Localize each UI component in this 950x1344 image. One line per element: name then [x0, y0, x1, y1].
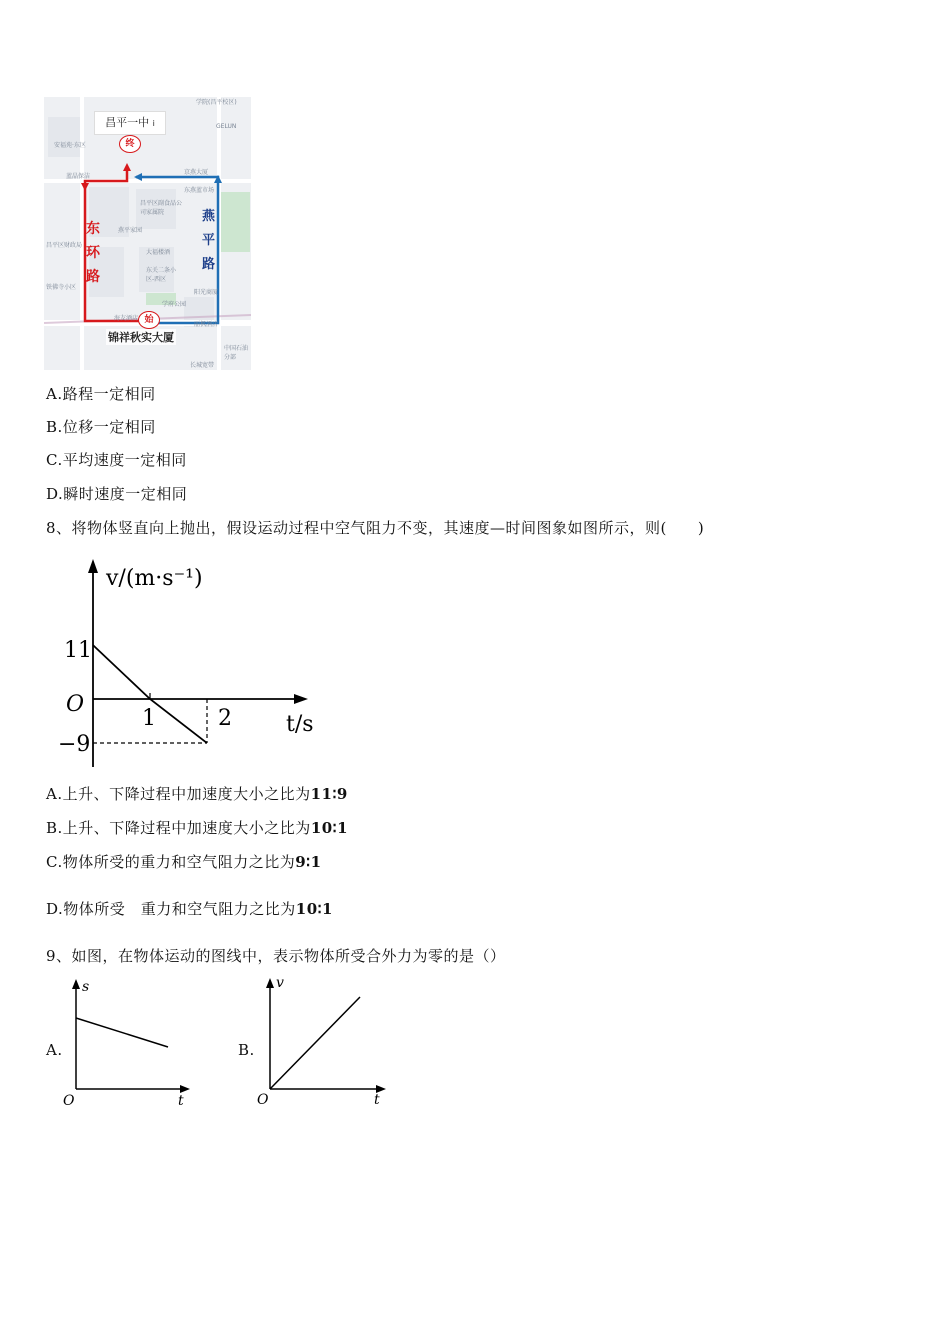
q7-option-d[interactable]: D.瞬时速度一定相同 [46, 485, 188, 503]
poi-label: 京燕大厦 [184, 169, 209, 176]
poi-label: 东关二条小区-西区 [146, 267, 177, 283]
y-axis-arrow [88, 559, 98, 573]
y-tick-11: 11 [64, 638, 92, 663]
q8-option-b[interactable]: B.上升、下降过程中加速度大小之比为10∶1 [46, 819, 349, 837]
y-axis-label: v [276, 975, 284, 991]
poi-label: 海友酒店 [114, 315, 139, 322]
q8-option-d[interactable]: D.物体所受 重力和空气阻力之比为10∶1 [46, 900, 333, 918]
y-axis-label: s [82, 979, 90, 995]
x-axis-arrow [294, 694, 308, 704]
poi-label: 蓝晶保洁 [66, 173, 91, 180]
x-axis-label: t [178, 1093, 184, 1109]
poi-label: GELUN [216, 123, 237, 130]
q8-velocity-time-graph [40, 555, 330, 775]
x-axis-label: t/s [286, 712, 314, 737]
poi-label: 东燕蓝市场 [184, 187, 215, 194]
s-t-line [76, 1018, 168, 1047]
q9-graph-b[interactable] [254, 970, 389, 1110]
origin-label: O [63, 1093, 75, 1109]
q9-graph-a[interactable] [60, 975, 195, 1110]
poi-label: 安福苑·东区 [54, 142, 86, 149]
y-tick-neg9: −9 [58, 732, 91, 757]
q8-stem: 8、将物体竖直向上抛出，假设运动过程中空气阻力不变，其速度—时间图象如图所示，则( ) [46, 519, 705, 537]
poi-label: 昌平区财政局 [46, 242, 83, 249]
q8-option-c[interactable]: C.物体所受的重力和空气阻力之比为9∶1 [46, 853, 322, 871]
y-axis-arrow [72, 979, 80, 989]
poi-label: 学院(昌平校区) [196, 99, 237, 106]
x-tick-1: 1 [142, 706, 156, 731]
route-map [44, 97, 251, 370]
poi-label: 燕平家园 [118, 227, 143, 234]
q7-option-c[interactable]: C.平均速度一定相同 [46, 451, 187, 469]
right-road-label: 燕 平 路 [202, 209, 216, 272]
poi-label: 阳光商厦 [194, 289, 219, 296]
start-pin: 始 [138, 311, 160, 329]
x-axis-arrow [180, 1085, 190, 1093]
q9-stem: 9、如图，在物体运动的图线中，表示物体所受合外力为零的是（） [46, 947, 506, 965]
poi-label: 昌平区副食品公司家属院 [140, 200, 183, 216]
y-axis-label: v/(m·s⁻¹) [106, 566, 203, 591]
left-road-label: 东 环 路 [86, 221, 100, 285]
poi-label: 大福楼酒 [146, 249, 171, 256]
poi-label: 长城宽带 [190, 362, 215, 369]
v-t-line [270, 997, 360, 1089]
end-pin: 终 [119, 135, 141, 153]
map-top-label: 昌平一中 ⅰ [94, 111, 166, 135]
q9-option-b-label[interactable]: B. [238, 1041, 255, 1059]
origin-label: O [257, 1092, 269, 1108]
poi-label: 中国石油分部 [224, 345, 249, 361]
poi-label: 学府公园 [162, 301, 187, 308]
x-axis-label: t [374, 1092, 380, 1108]
q7-option-b[interactable]: B.位移一定相同 [46, 418, 156, 436]
q9-option-a-label[interactable]: A. [46, 1041, 63, 1059]
origin-label: O [66, 692, 85, 717]
poi-label: 丽枫酒店 [194, 321, 219, 328]
y-axis-arrow [266, 978, 274, 988]
poi-label: 铁佛寺小区 [46, 284, 77, 291]
bottom-building-label: 锦祥秋实大厦 [108, 331, 174, 344]
x-tick-2: 2 [218, 706, 232, 731]
q7-option-a[interactable]: A.路程一定相同 [46, 385, 156, 403]
q8-option-a[interactable]: A.上升、下降过程中加速度大小之比为11∶9 [46, 785, 348, 803]
